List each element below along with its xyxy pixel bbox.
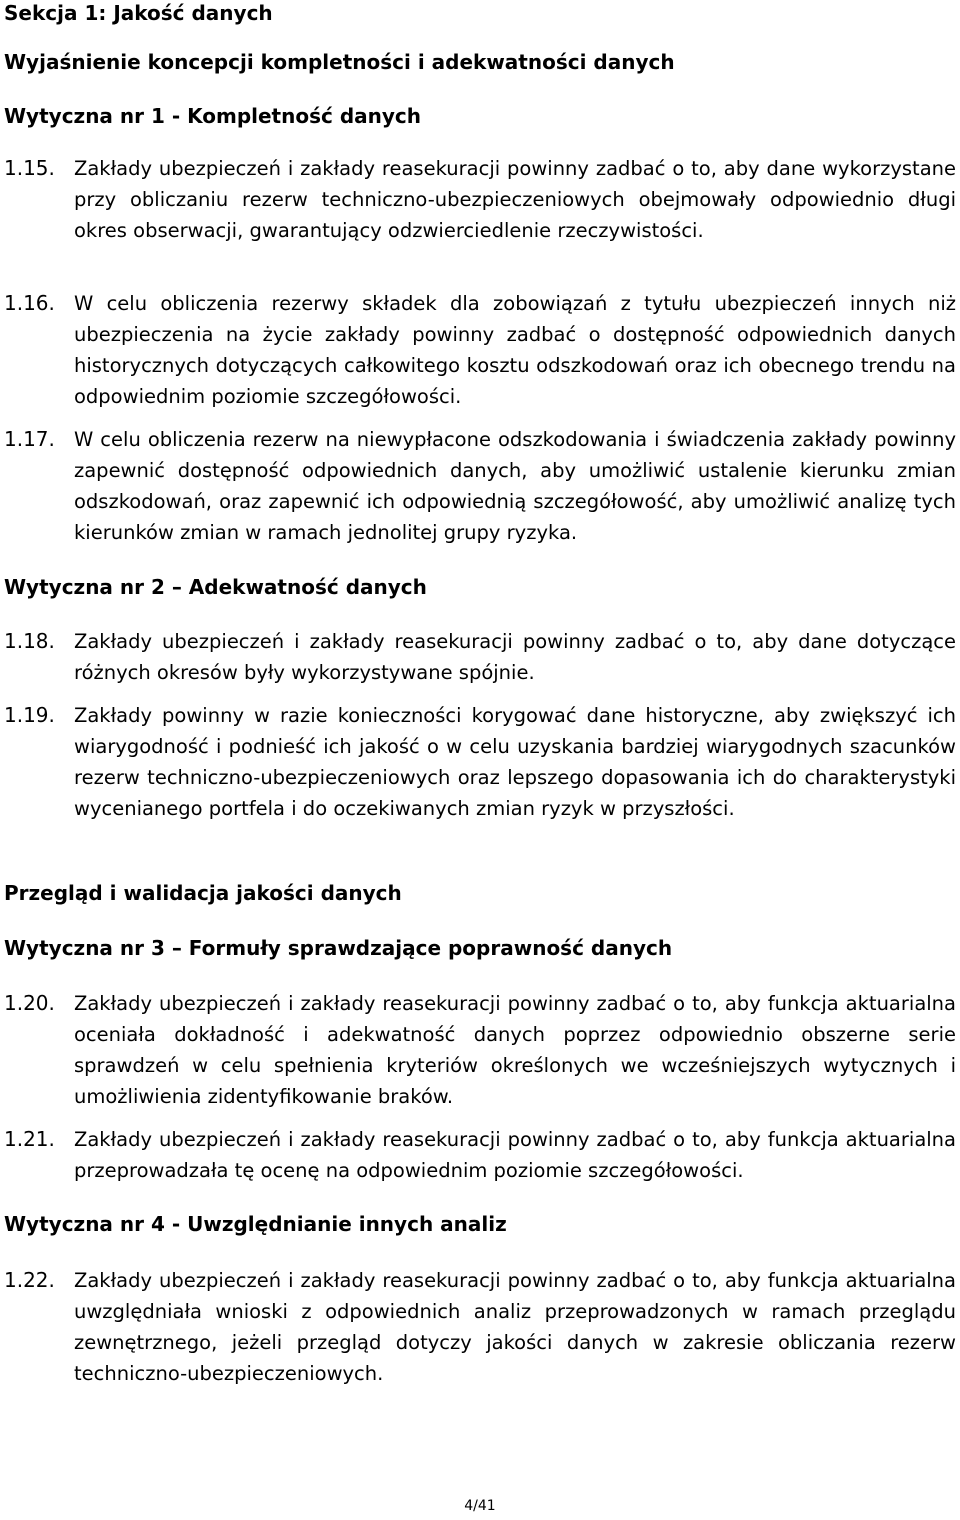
paragraph-text: Zakłady ubezpieczeń i zakłady reasekuracji powinny zadbać o to, aby funkcja aktuarialna przeprowadzała tę ocenę na odpowiednim poziomie szczegółowości. (74, 1128, 956, 1182)
paragraph-text: Zakłady ubezpieczeń i zakłady reasekuracji powinny zadbać o to, aby dane wykorzystane przy obliczaniu rezerw techniczno-ubezpieczeniowych obejmowały odpowiednio długi okres obserwacji, gwarantujący odzwierciedlenie rzeczywistości. (74, 157, 956, 242)
paragraph-text: Zakłady ubezpieczeń i zakłady reasekuracji powinny zadbać o to, aby funkcja aktuarialna oceniała dokładność i adekwatność danych poprzez odpowiednio obszerne serie sprawdzeń w celu spełnienia kryteriów określonych we wcześniejszych wytycznych i umożliwienia zidentyfikowanie braków. (74, 992, 956, 1108)
paragraph-1-19 (4, 700, 956, 824)
subsection-title: Wyjaśnienie koncepcji kompletności i adekwatności danych (4, 50, 675, 74)
paragraph-number: 1.19. (4, 703, 55, 727)
paragraph-1-17 (4, 424, 956, 548)
paragraph-1-20 (4, 988, 956, 1112)
paragraph-number: 1.17. (4, 427, 55, 451)
paragraph-number: 1.18. (4, 629, 55, 653)
paragraph-number: 1.16. (4, 291, 55, 315)
guideline-2-title: Wytyczna nr 2 – Adekwatność danych (4, 575, 427, 599)
guideline-1-title: Wytyczna nr 1 - Kompletność danych (4, 104, 422, 128)
guideline-3-title: Wytyczna nr 3 – Formuły sprawdzające poprawność danych (4, 936, 673, 960)
page-number: 4/41 (464, 1498, 496, 1514)
paragraph-number: 1.22. (4, 1268, 55, 1292)
paragraph-1-16 (4, 288, 956, 412)
section-title: Sekcja 1: Jakość danych (4, 1, 273, 25)
paragraph-1-22 (4, 1265, 956, 1389)
paragraph-1-18 (4, 626, 956, 688)
paragraph-1-15 (4, 153, 956, 246)
paragraph-number: 1.15. (4, 156, 55, 180)
paragraph-text: W celu obliczenia rezerw na niewypłacone odszkodowania i świadczenia zakłady powinny zapewnić dostępność odpowiednich danych, aby umożliwić ustalenie kierunku zmian odszkodowań, oraz zapewnić ich odpowiednią szczegółowość, aby umożliwić analizę tych kierunków zmian w ramach jednolitej grupy ryzyka. (74, 428, 956, 544)
paragraph-text: Zakłady ubezpieczeń i zakłady reasekuracji powinny zadbać o to, aby dane dotyczące różnych okresów były wykorzystywane spójnie. (74, 630, 956, 684)
paragraph-number: 1.21. (4, 1127, 55, 1151)
guideline-4-title: Wytyczna nr 4 - Uwzględnianie innych analiz (4, 1212, 507, 1236)
paragraph-1-21 (4, 1124, 956, 1186)
paragraph-text: Zakłady ubezpieczeń i zakłady reasekuracji powinny zadbać o to, aby funkcja aktuarialna uwzględniała wnioski z odpowiednich analiz przeprowadzonych w ramach przeglądu zewnętrznego, jeżeli przegląd dotyczy jakości danych w zakresie obliczania rezerw techniczno-ubezpieczeniowych. (74, 1269, 956, 1385)
paragraph-text: W celu obliczenia rezerwy składek dla zobowiązań z tytułu ubezpieczeń innych niż ubezpieczenia na życie zakłady powinny zadbać o dostępność odpowiednich danych historycznych dotyczących całkowitego kosztu odszkodowań oraz ich obecnego trendu na odpowiednim poziomie szczegółowości. (74, 292, 956, 408)
paragraph-text: Zakłady powinny w razie konieczności korygować dane historyczne, aby zwiększyć ich wiarygodność i podnieść ich jakość o w celu uzyskania bardziej wiarygodnych szacunków rezerw techniczno-ubezpieczeniowych oraz lepszego dopasowania ich do charakterystyki wycenianego portfela i do oczekiwanych zmian ryzyk w przyszłości. (74, 704, 956, 820)
review-section-title: Przegląd i walidacja jakości danych (4, 881, 402, 905)
paragraph-number: 1.20. (4, 991, 55, 1015)
